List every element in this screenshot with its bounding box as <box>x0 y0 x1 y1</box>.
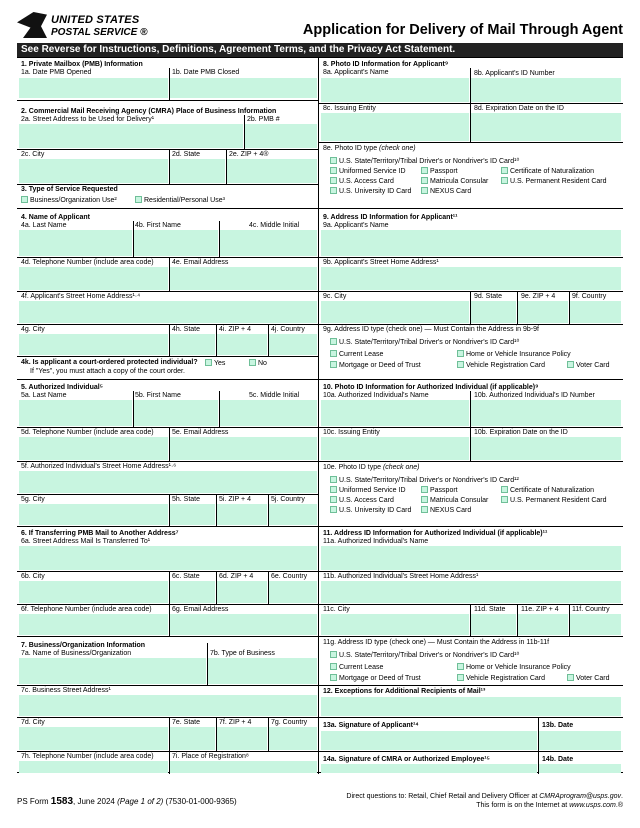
option-10e-matricula[interactable]: Matricula Consular <box>421 496 488 504</box>
field-8d-expiration[interactable] <box>471 113 621 141</box>
option-8e-resident-card[interactable]: U.S. Permanent Resident Card <box>501 177 607 185</box>
option-10e-nexus[interactable]: NEXUS Card <box>421 506 471 514</box>
field-7i-place-registration[interactable] <box>170 761 317 773</box>
option-9g-vehicle-reg[interactable]: Vehicle Registration Card <box>457 361 545 369</box>
option-4k-no[interactable]: No <box>249 359 267 367</box>
usps-logo <box>17 12 157 40</box>
label-11g: 11g. Address ID type (check one) — Must Contain the Address in 11b-11f <box>323 639 550 646</box>
logo-line2: POSTAL SERVICE ® <box>51 27 148 38</box>
label-11d: 11d. State <box>474 606 506 613</box>
question-4k: 4k. Is applicant a court-ordered protected individual? <box>21 359 198 366</box>
label-7b: 7b. Type of Business <box>210 650 275 657</box>
option-8e-university[interactable]: U.S. University ID Card <box>330 187 411 195</box>
field-9f-country[interactable] <box>570 301 621 323</box>
field-5a-last-name[interactable] <box>19 400 132 426</box>
label-6g: 6g. Email Address <box>172 606 229 613</box>
option-8e-state-id[interactable]: U.S. State/Territory/Tribal Driver's or Nondriver's ID Card¹⁰ <box>330 157 519 165</box>
field-6g-email[interactable] <box>170 614 317 635</box>
option-11g-voter[interactable]: Voter Card <box>567 674 609 682</box>
label-7g: 7g. Country <box>271 719 308 726</box>
label-5e: 5e. Email Address <box>172 429 229 436</box>
eagle-icon <box>17 12 47 38</box>
label-13b: 13b. Date <box>542 722 574 729</box>
internet-line: This form is on the Internet at www.usps.com.® <box>476 802 623 810</box>
section-10-heading: 10. Photo ID Information for Authorized Individual (if applicable)⁹ <box>323 384 539 391</box>
option-11g-lease[interactable]: Current Lease <box>330 663 383 671</box>
section-5-heading: 5. Authorized Individual⁵ <box>21 384 103 391</box>
note-4k: If "Yes", you must attach a copy of the court order. <box>30 368 185 375</box>
field-7a-business-name[interactable] <box>19 658 206 684</box>
field-6d-zip[interactable] <box>217 581 267 603</box>
option-8e-uniformed[interactable]: Uniformed Service ID <box>330 167 406 175</box>
field-13b-date[interactable] <box>539 731 621 750</box>
label-11e: 11e. ZIP + 4 <box>521 606 559 613</box>
label-10e: 10e. Photo ID type (check one) <box>323 464 420 471</box>
field-14a-signature[interactable] <box>321 764 537 773</box>
field-11c-city[interactable] <box>321 614 469 635</box>
field-9c-city[interactable] <box>321 301 469 323</box>
label-5f: 5f. Authorized Individual's Street Home Address¹·⁶ <box>21 463 177 470</box>
label-11a: 11a. Authorized Individual's Name <box>323 538 429 545</box>
option-10e-passport[interactable]: Passport <box>421 486 458 494</box>
label-10b: 10b. Authorized Individual's ID Number <box>474 392 595 399</box>
cmra-email-link[interactable]: CMRAprogram@usps.gov <box>539 793 622 800</box>
label-5a: 5a. Last Name <box>21 392 67 399</box>
label-10d: 10b. Expiration Date on the ID <box>474 429 568 436</box>
field-2e-zip[interactable] <box>227 159 317 183</box>
field-9b-home-address[interactable] <box>321 267 621 290</box>
option-business-use[interactable]: Business/Organization Use² <box>21 196 117 204</box>
field-9e-zip[interactable] <box>518 301 568 323</box>
field-7b-business-type[interactable] <box>208 658 317 684</box>
field-1b-date-closed[interactable] <box>170 78 317 98</box>
field-6c-state[interactable] <box>170 581 215 603</box>
field-13a-signature[interactable] <box>321 731 537 750</box>
label-5i: 5i. ZIP + 4 <box>219 496 251 503</box>
label-11b: 11b. Authorized Individual's Street Home Address¹ <box>323 573 479 580</box>
label-2e: 2e. ZIP + 4® <box>229 151 269 158</box>
field-2a-street[interactable] <box>19 124 243 148</box>
label-5j: 5j. Country <box>271 496 305 503</box>
label-6c: 6c. State <box>172 573 200 580</box>
label-4f: 4f. Applicant's Street Home Address¹·⁴ <box>21 293 141 300</box>
field-5c-middle-initial[interactable] <box>220 400 317 426</box>
field-5h-state[interactable] <box>170 504 215 525</box>
field-7c-business-address[interactable] <box>19 695 317 716</box>
section-7-heading: 7. Business/Organization Information <box>21 642 146 649</box>
label-9a: 9a. Applicant's Name <box>323 222 389 229</box>
option-10e-state-id[interactable]: U.S. State/Territory/Tribal Driver's or Nondriver's ID Card¹² <box>330 476 519 484</box>
option-9g-mortgage[interactable]: Mortgage or Deed of Trust <box>330 361 421 369</box>
label-4j: 4j. Country <box>271 326 305 333</box>
field-7h-telephone[interactable] <box>19 761 168 773</box>
label-2d: 2d. State <box>172 151 201 158</box>
field-4h-state[interactable] <box>170 334 215 355</box>
label-4a: 4a. Last Name <box>21 222 67 229</box>
label-9f: 9f. Country <box>572 293 607 300</box>
option-9g-lease[interactable]: Current Lease <box>330 350 383 358</box>
section-8-heading: 8. Photo ID Information for Applicant⁹ <box>323 61 449 68</box>
label-9c: 9c. City <box>323 293 347 300</box>
form-body <box>17 57 623 773</box>
label-8a: 8a. Applicant's Name <box>323 69 389 76</box>
checkbox-4k-yes[interactable] <box>205 359 212 366</box>
label-8e: 8e. Photo ID type (check one) <box>323 145 416 152</box>
section-9-heading: 9. Address ID Information for Applicant¹¹ <box>323 214 458 221</box>
section-11-heading: 11. Address ID Information for Authorized Individual (if applicable)¹¹ <box>323 530 548 537</box>
field-7e-state[interactable] <box>170 727 215 750</box>
label-7c: 7c. Business Street Address¹ <box>21 687 111 694</box>
label-6b: 6b. City <box>21 573 45 580</box>
label-5g: 5g. City <box>21 496 45 503</box>
label-11f: 11f. Country <box>572 606 610 613</box>
field-4g-city[interactable] <box>19 334 168 355</box>
label-7h: 7h. Telephone Number (include area code) <box>21 753 154 760</box>
section-2-heading: 2. Commercial Mail Receiving Agency (CMRA) Place of Business Information <box>21 108 277 115</box>
label-6e: 6e. Country <box>271 573 308 580</box>
label-4h: 4h. State <box>172 326 201 333</box>
field-4f-home-address[interactable] <box>19 301 317 323</box>
label-10a: 10a. Authorized Individual's Name <box>323 392 429 399</box>
section-1-heading: 1. Private Mailbox (PMB) Information <box>21 61 143 68</box>
field-6b-city[interactable] <box>19 581 168 603</box>
label-8b: 8b. Applicant's ID Number <box>474 70 555 77</box>
label-4g: 4g. City <box>21 326 45 333</box>
label-7e: 7e. State <box>172 719 201 726</box>
field-4j-country[interactable] <box>269 334 317 355</box>
field-10c-issuing-entity[interactable] <box>321 437 469 460</box>
checkbox-4k-no[interactable] <box>249 359 256 366</box>
field-4d-telephone[interactable] <box>19 267 168 290</box>
form-title: Application for Delivery of Mail Through Agent <box>302 22 623 38</box>
option-10e-uniformed[interactable]: Uniformed Service ID <box>330 486 406 494</box>
field-10b-id-number[interactable] <box>471 400 621 426</box>
option-11g-insurance[interactable]: Home or Vehicle Insurance Policy <box>457 663 571 671</box>
footer-contact <box>346 792 623 811</box>
instructions-band: See Reverse for Instructions, Definitions, Agreement Terms, and the Privacy Act Statement. <box>17 43 623 57</box>
label-2b: 2b. PMB # <box>247 116 280 123</box>
field-4c-middle-initial[interactable] <box>220 230 317 256</box>
field-4b-first-name[interactable] <box>134 230 218 256</box>
label-11c: 11c. City <box>323 606 350 613</box>
field-6f-telephone[interactable] <box>19 614 168 635</box>
label-4d: 4d. Telephone Number (include area code) <box>21 259 154 266</box>
section-12-heading: 12. Exceptions for Additional Recipients of Mail¹³ <box>323 688 486 695</box>
option-8e-matricula[interactable]: Matricula Consular <box>421 177 488 185</box>
label-7f: 7f. ZIP + 4 <box>219 719 252 726</box>
field-11b-home-address[interactable] <box>321 581 621 603</box>
field-7f-zip[interactable] <box>217 727 267 750</box>
section-6-heading: 6. If Transferring PMB Mail to Another Address⁷ <box>21 530 179 537</box>
label-9d: 9d. State <box>474 293 503 300</box>
label-10c: 10c. Issuing Entity <box>323 429 380 436</box>
label-4b: 4b. First Name <box>135 222 181 229</box>
field-5i-zip[interactable] <box>217 504 267 525</box>
option-8e-access-card[interactable]: U.S. Access Card <box>330 177 394 185</box>
field-8a-applicant-name[interactable] <box>321 78 469 102</box>
label-2c: 2c. City <box>21 151 45 158</box>
label-6a: 6a. Street Address Mail Is Transferred To¹ <box>21 538 151 545</box>
label-7d: 7d. City <box>21 719 45 726</box>
option-8e-passport[interactable]: Passport <box>421 167 458 175</box>
option-4k-yes[interactable]: Yes <box>205 359 225 367</box>
label-6d: 6d. ZIP + 4 <box>219 573 254 580</box>
label-6f: 6f. Telephone Number (include area code) <box>21 606 152 613</box>
usps-website-link[interactable]: www.usps.com <box>569 802 616 810</box>
field-6a-transfer-address[interactable] <box>19 546 317 570</box>
questions-line: Direct questions to: Retail, Chief Retail and Delivery Officer at CMRAprogram@usps.gov. <box>346 793 623 800</box>
label-5d: 5d. Telephone Number (include area code) <box>21 429 154 436</box>
field-7d-city[interactable] <box>19 727 168 750</box>
label-2a: 2a. Street Address to be Used for Delivery¹ <box>21 116 155 123</box>
label-4e: 4e. Email Address <box>172 259 229 266</box>
field-12-exceptions[interactable] <box>321 697 621 716</box>
label-4i: 4i. ZIP + 4 <box>219 326 251 333</box>
field-7g-country[interactable] <box>269 727 317 750</box>
label-1a: 1a. Date PMB Opened <box>21 69 92 76</box>
field-5j-country[interactable] <box>269 504 317 525</box>
field-8b-id-number[interactable] <box>471 78 621 102</box>
field-2c-city[interactable] <box>19 159 168 183</box>
checkbox-residential[interactable] <box>135 196 142 203</box>
option-11g-vehicle-reg[interactable]: Vehicle Registration Card <box>457 674 545 682</box>
label-5c: 5c. Middle Initial <box>249 392 300 399</box>
field-9a-applicant-name[interactable] <box>321 230 621 256</box>
label-14b: 14b. Date <box>542 756 574 763</box>
label-9e: 9e. ZIP + 4 <box>521 293 556 300</box>
field-5e-email[interactable] <box>170 437 317 460</box>
field-4i-zip[interactable] <box>217 334 267 355</box>
section-3-heading: 3. Type of Service Requested <box>21 186 118 193</box>
logo-line1: UNITED STATES <box>51 14 140 26</box>
field-4e-email[interactable] <box>170 267 317 290</box>
field-11e-zip[interactable] <box>518 614 568 635</box>
field-9d-state[interactable] <box>471 301 516 323</box>
option-9g-voter[interactable]: Voter Card <box>567 361 609 369</box>
field-11f-country[interactable] <box>570 614 621 635</box>
label-14a: 14a. Signature of CMRA or Authorized Employee¹⁵ <box>323 756 490 763</box>
option-11g-mortgage[interactable]: Mortgage or Deed of Trust <box>330 674 421 682</box>
field-5g-city[interactable] <box>19 504 168 525</box>
label-5h: 5h. State <box>172 496 201 503</box>
field-4a-last-name[interactable] <box>19 230 132 256</box>
field-11d-state[interactable] <box>471 614 516 635</box>
label-5b: 5b. First Name <box>135 392 181 399</box>
field-5d-telephone[interactable] <box>19 437 168 460</box>
field-6e-country[interactable] <box>269 581 317 603</box>
field-5b-first-name[interactable] <box>134 400 218 426</box>
option-residential-use[interactable]: Residential/Personal Use³ <box>135 196 225 204</box>
label-13a: 13a. Signature of Applicant¹⁴ <box>323 722 419 729</box>
field-10a-name[interactable] <box>321 400 469 426</box>
label-9b: 9b. Applicant's Street Home Address¹ <box>323 259 439 266</box>
section-4-heading: 4. Name of Applicant <box>21 214 90 221</box>
checkbox-business[interactable] <box>21 196 28 203</box>
label-4c: 4c. Middle Initial <box>249 222 300 229</box>
label-7a: 7a. Name of Business/Organization <box>21 650 132 657</box>
label-1b: 1b. Date PMB Closed <box>172 69 240 76</box>
field-5f-home-address[interactable] <box>19 471 317 493</box>
option-10e-access-card[interactable]: U.S. Access Card <box>330 496 394 504</box>
option-10e-naturalization[interactable]: Certificate of Naturalization <box>501 486 594 494</box>
option-9g-state-id[interactable]: U.S. State/Territory/Tribal Driver's or Nondriver's ID Card¹⁰ <box>330 338 519 346</box>
option-8e-nexus[interactable]: NEXUS Card <box>421 187 471 195</box>
field-10d-expiration[interactable] <box>471 437 621 460</box>
form-header <box>17 0 623 42</box>
option-10e-resident-card[interactable]: U.S. Permanent Resident Card <box>501 496 607 504</box>
label-9g: 9g. Address ID type (check one) — Must Contain the Address in 9b-9f <box>323 326 539 333</box>
label-8d: 8d. Expiration Date on the ID <box>474 105 564 112</box>
option-11g-state-id[interactable]: U.S. State/Territory/Tribal Driver's or Nondriver's ID Card¹⁰ <box>330 651 519 659</box>
field-2d-state[interactable] <box>170 159 225 183</box>
field-8c-issuing-entity[interactable] <box>321 113 469 141</box>
label-8c: 8c. Issuing Entity <box>323 105 376 112</box>
field-11a-name[interactable] <box>321 546 621 570</box>
option-8e-naturalization[interactable]: Certificate of Naturalization <box>501 167 594 175</box>
field-1a-date-opened[interactable] <box>19 78 168 98</box>
field-14b-date[interactable] <box>539 764 621 773</box>
field-2b-pmb[interactable] <box>245 124 317 148</box>
option-9g-insurance[interactable]: Home or Vehicle Insurance Policy <box>457 350 571 358</box>
label-7i: 7i. Place of Registration⁸ <box>172 753 249 760</box>
form-number: PS Form 1583, June 2024 (Page 1 of 2) (7530-01-000-9365) <box>17 796 237 807</box>
column-divider <box>318 58 319 774</box>
option-10e-university[interactable]: U.S. University ID Card <box>330 506 411 514</box>
